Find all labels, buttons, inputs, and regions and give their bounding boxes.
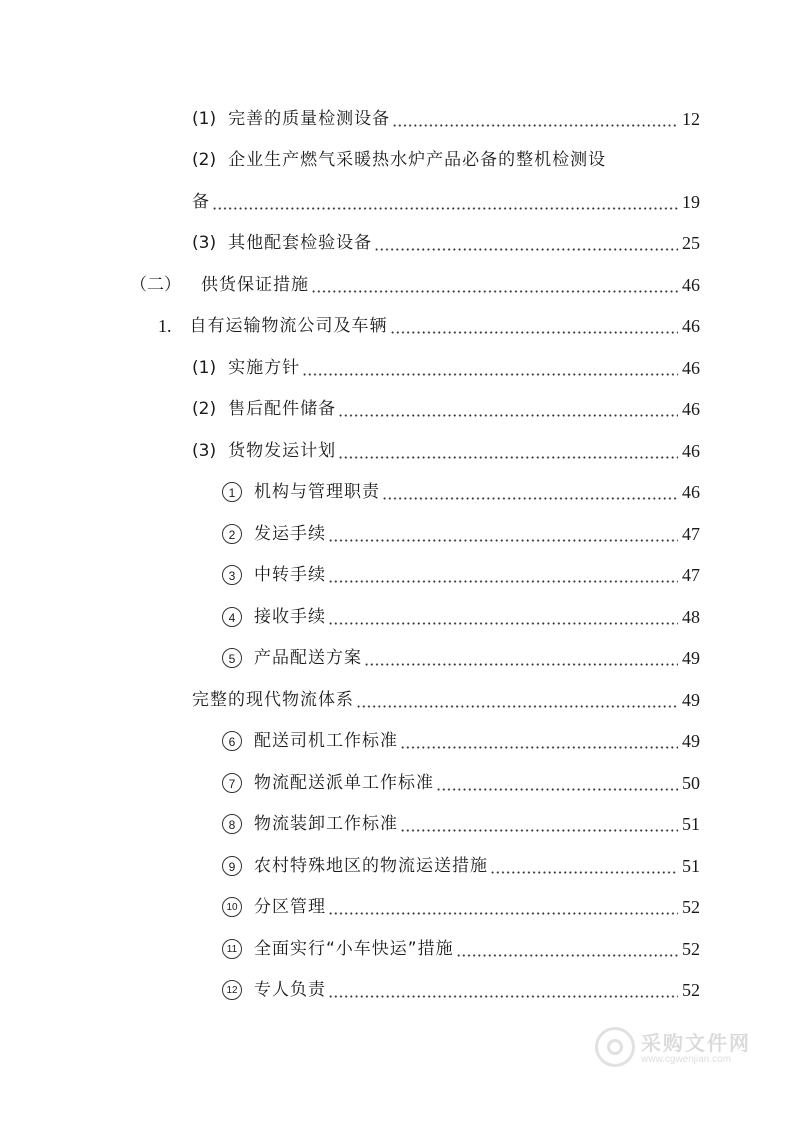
dot-leader bbox=[374, 232, 678, 254]
dot-leader bbox=[302, 357, 678, 379]
toc-entry-page: 51 bbox=[682, 814, 700, 834]
watermark-name: 采购文件网 bbox=[641, 1031, 751, 1055]
toc-entry-page: 50 bbox=[682, 772, 700, 793]
toc-entry-number: 8 bbox=[222, 814, 242, 834]
dot-leader bbox=[456, 938, 678, 960]
toc-entry-number: (1) bbox=[192, 357, 217, 378]
toc-entry-title: 完善的质量检测设备 bbox=[228, 108, 391, 129]
dot-leader bbox=[338, 440, 678, 462]
dot-leader bbox=[436, 772, 678, 794]
toc-entry-page: 46 bbox=[682, 316, 700, 336]
toc-entry-number: （二） bbox=[130, 274, 181, 295]
dot-leader bbox=[338, 398, 678, 420]
toc-entry[interactable] bbox=[0, 752, 793, 794]
toc-entry-number: 5 bbox=[222, 648, 242, 668]
toc-entry-title: 农村特殊地区的物流运送措施 bbox=[254, 855, 488, 876]
toc-entry[interactable] bbox=[0, 794, 793, 836]
toc-entry-number: 6 bbox=[222, 731, 242, 751]
toc-entry-number: 2 bbox=[222, 524, 242, 544]
dot-leader bbox=[328, 523, 678, 545]
toc-entry-continuation[interactable] bbox=[0, 171, 793, 213]
toc-entry-number: 11 bbox=[222, 939, 242, 959]
toc-entry[interactable] bbox=[0, 213, 793, 255]
toc-entry-title: 企业生产燃气采暖热水炉产品必备的整机检测设 bbox=[228, 150, 607, 170]
toc-entry-page: 49 bbox=[682, 689, 700, 710]
toc-entry-page: 46 bbox=[682, 357, 700, 378]
toc-entry-page: 52 bbox=[682, 938, 700, 959]
toc-entry[interactable] bbox=[0, 835, 793, 877]
toc-entry-page: 19 bbox=[682, 191, 700, 212]
dot-leader bbox=[382, 481, 678, 503]
dot-leader bbox=[400, 813, 678, 835]
toc-entry-number: 1 bbox=[222, 482, 242, 502]
toc-entry-title: 货物发运计划 bbox=[228, 440, 337, 461]
toc-entry-page: 52 bbox=[682, 980, 700, 1000]
dot-leader bbox=[400, 730, 678, 752]
toc-entry-number: 10 bbox=[222, 897, 242, 917]
toc-entry-number: (3) bbox=[192, 233, 217, 253]
dot-leader bbox=[392, 108, 678, 130]
toc-entry[interactable] bbox=[0, 960, 793, 1002]
toc-entry-number: 12 bbox=[222, 980, 242, 1000]
toc-entry[interactable] bbox=[0, 918, 793, 960]
toc-entry-number: 4 bbox=[222, 607, 242, 627]
toc-entry-number: (2) bbox=[192, 399, 217, 419]
toc-entry-number: 7 bbox=[222, 773, 242, 793]
dot-leader bbox=[328, 896, 678, 918]
toc-entry-page: 51 bbox=[682, 855, 700, 876]
toc-entry-title: 售后配件储备 bbox=[228, 399, 337, 419]
toc-entry-page: 47 bbox=[682, 565, 700, 585]
toc-entry[interactable] bbox=[0, 877, 793, 919]
toc-entry[interactable] bbox=[0, 503, 793, 545]
toc-entry-page: 49 bbox=[682, 731, 700, 751]
toc-entry-number: (2) bbox=[192, 150, 217, 170]
watermark bbox=[595, 1023, 755, 1079]
toc-entry-number: (3) bbox=[192, 440, 217, 461]
toc-entry[interactable] bbox=[0, 88, 793, 130]
toc-entry-page: 52 bbox=[682, 897, 700, 917]
toc-entry-page: 47 bbox=[682, 523, 700, 544]
dot-leader bbox=[311, 274, 678, 296]
toc-entry-number: 1. bbox=[158, 316, 172, 336]
toc-entry[interactable] bbox=[0, 254, 793, 296]
toc-entry-title: 接收手续 bbox=[254, 606, 326, 627]
toc-entry-page: 46 bbox=[682, 274, 700, 295]
toc-entry-page: 48 bbox=[682, 606, 700, 627]
toc-entry-title: 产品配送方案 bbox=[254, 648, 362, 668]
toc-entry-number: 3 bbox=[222, 565, 242, 585]
toc-entry[interactable] bbox=[0, 130, 793, 172]
toc-entry[interactable] bbox=[0, 545, 793, 587]
toc-entry-number: (1) bbox=[192, 108, 217, 129]
toc-entry-page: 46 bbox=[682, 482, 700, 502]
toc-entry-title: 物流装卸工作标准 bbox=[254, 814, 398, 834]
dot-leader bbox=[364, 647, 678, 669]
dot-leader bbox=[490, 855, 678, 877]
toc-entry-title: 专人负责 bbox=[254, 980, 326, 1000]
toc-entry[interactable] bbox=[0, 420, 793, 462]
toc-entry-title: 物流配送派单工作标准 bbox=[254, 772, 434, 793]
toc-entry-page: 49 bbox=[682, 648, 700, 668]
toc-entry-title-continuation: 备 bbox=[192, 191, 210, 212]
cgwenjian-logo-icon bbox=[595, 1027, 635, 1067]
toc-entry-page: 12 bbox=[682, 108, 700, 129]
toc-entry-title: 分区管理 bbox=[254, 897, 326, 917]
table-of-contents bbox=[0, 88, 793, 1001]
dot-leader bbox=[328, 979, 678, 1001]
toc-entry-title: 发运手续 bbox=[254, 523, 326, 544]
toc-entry-page: 25 bbox=[682, 233, 700, 253]
toc-entry[interactable] bbox=[0, 586, 793, 628]
toc-entry-number: 9 bbox=[222, 856, 242, 876]
dot-leader bbox=[328, 564, 678, 586]
watermark-url: www.cgwenjian.com bbox=[641, 1054, 732, 1065]
dot-leader bbox=[212, 191, 678, 213]
toc-entry[interactable] bbox=[0, 337, 793, 379]
toc-entry-title: 自有运输物流公司及车辆 bbox=[189, 316, 388, 336]
toc-entry[interactable] bbox=[0, 296, 793, 338]
toc-entry[interactable] bbox=[0, 628, 793, 670]
toc-entry[interactable] bbox=[0, 669, 793, 711]
toc-entry-title: 供货保证措施 bbox=[201, 274, 309, 295]
toc-entry-title: 全面实行“小车快运”措施 bbox=[254, 938, 454, 959]
toc-entry-title: 其他配套检验设备 bbox=[228, 233, 373, 253]
dot-leader bbox=[390, 315, 679, 337]
toc-entry-title: 完整的现代物流体系 bbox=[192, 689, 354, 710]
toc-entry-page: 46 bbox=[682, 440, 700, 461]
dot-leader bbox=[356, 689, 678, 711]
toc-entry-title: 中转手续 bbox=[254, 565, 326, 585]
toc-entry-title: 机构与管理职责 bbox=[254, 482, 380, 502]
toc-entry-page: 46 bbox=[682, 399, 700, 419]
toc-entry-title: 实施方针 bbox=[228, 357, 301, 378]
toc-entry-title: 配送司机工作标准 bbox=[254, 731, 398, 751]
toc-entry[interactable] bbox=[0, 462, 793, 504]
toc-entry[interactable] bbox=[0, 379, 793, 421]
toc-entry[interactable] bbox=[0, 711, 793, 753]
dot-leader bbox=[328, 606, 678, 628]
